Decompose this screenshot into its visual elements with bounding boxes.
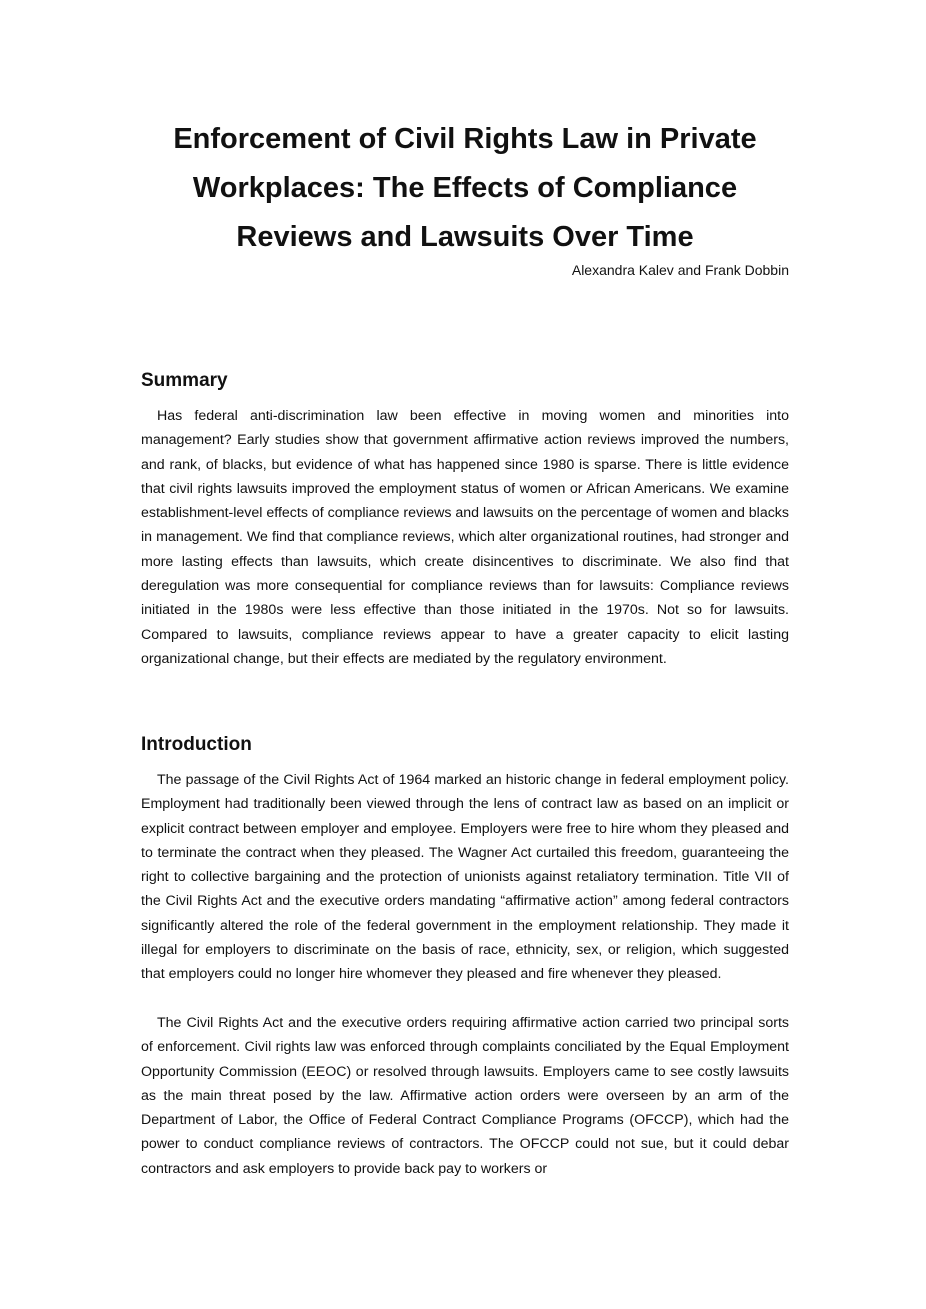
summary-paragraph: Has federal anti-discrimination law been effective in moving women and minorities into management? Early studies show that government affirmative action reviews improved the numbers, and rank, of blacks, but evidence of what has happened since 1980 is sparse. There is little evidence that civil rights lawsuits improved the employment status of women or African Americans. We examine establishment-level effects of compliance reviews and lawsuits on the percentage of women and blacks in management. We find that compliance reviews, which alter organizational routines, had stronger and more lasting effects than lawsuits, which create disincentives to discriminate. We also find that deregulation was more consequential for compliance reviews than for lawsuits: Compliance reviews initiated in the 1980s were less effective than those initiated in the 1970s. Not so for lawsuits. Compared to lawsuits, compliance reviews appear to have a greater capacity to elicit lasting organizational change, but their effects are mediated by the regulatory environment.	[141, 408, 789, 667]
paper-authors: Alexandra Kalev and Frank Dobbin	[571, 262, 789, 278]
summary-heading: Summary	[141, 370, 228, 391]
paper-title: Enforcement of Civil Rights Law in Private Workplaces: The Effects of Compliance Reviews and Lawsuits Over Time	[173, 123, 757, 253]
introduction-paragraph-2: The Civil Rights Act and the executive orders requiring affirmative action carried two principal sorts of enforcement. Civil rights law was enforced through complaints conciliated by the Equal Employment Opportunity Commission (EEOC) or resolved through lawsuits. Employers came to see costly lawsuits as the main threat posed by the law. Affirmative action orders were overseen by an arm of the Department of Labor, the Office of Federal Contract Compliance Programs (OFCCP), which had the power to conduct compliance reviews of contractors. The OFCCP could not sue, but it could debar contractors and ask employers to provide back pay to workers or	[141, 1015, 789, 1177]
introduction-heading: Introduction	[141, 734, 252, 755]
introduction-paragraph-1: The passage of the Civil Rights Act of 1964 marked an historic change in federal employment policy. Employment had traditionally been viewed through the lens of contract law as based on an implicit or explicit contract between employer and employee. Employers were free to hire whom they pleased and to terminate the contract when they pleased. The Wagner Act curtailed this freedom, guaranteeing the right to collective bargaining and the protection of unionists against retaliatory termination. Title VII of the Civil Rights Act and the executive orders mandating “affirmative action” among federal contractors significantly altered the role of the federal government in the employment relationship. They made it illegal for employers to discriminate on the basis of race, ethnicity, sex, or religion, which suggested that employers could no longer hire whomever they pleased and fire whenever they pleased.	[141, 772, 789, 983]
